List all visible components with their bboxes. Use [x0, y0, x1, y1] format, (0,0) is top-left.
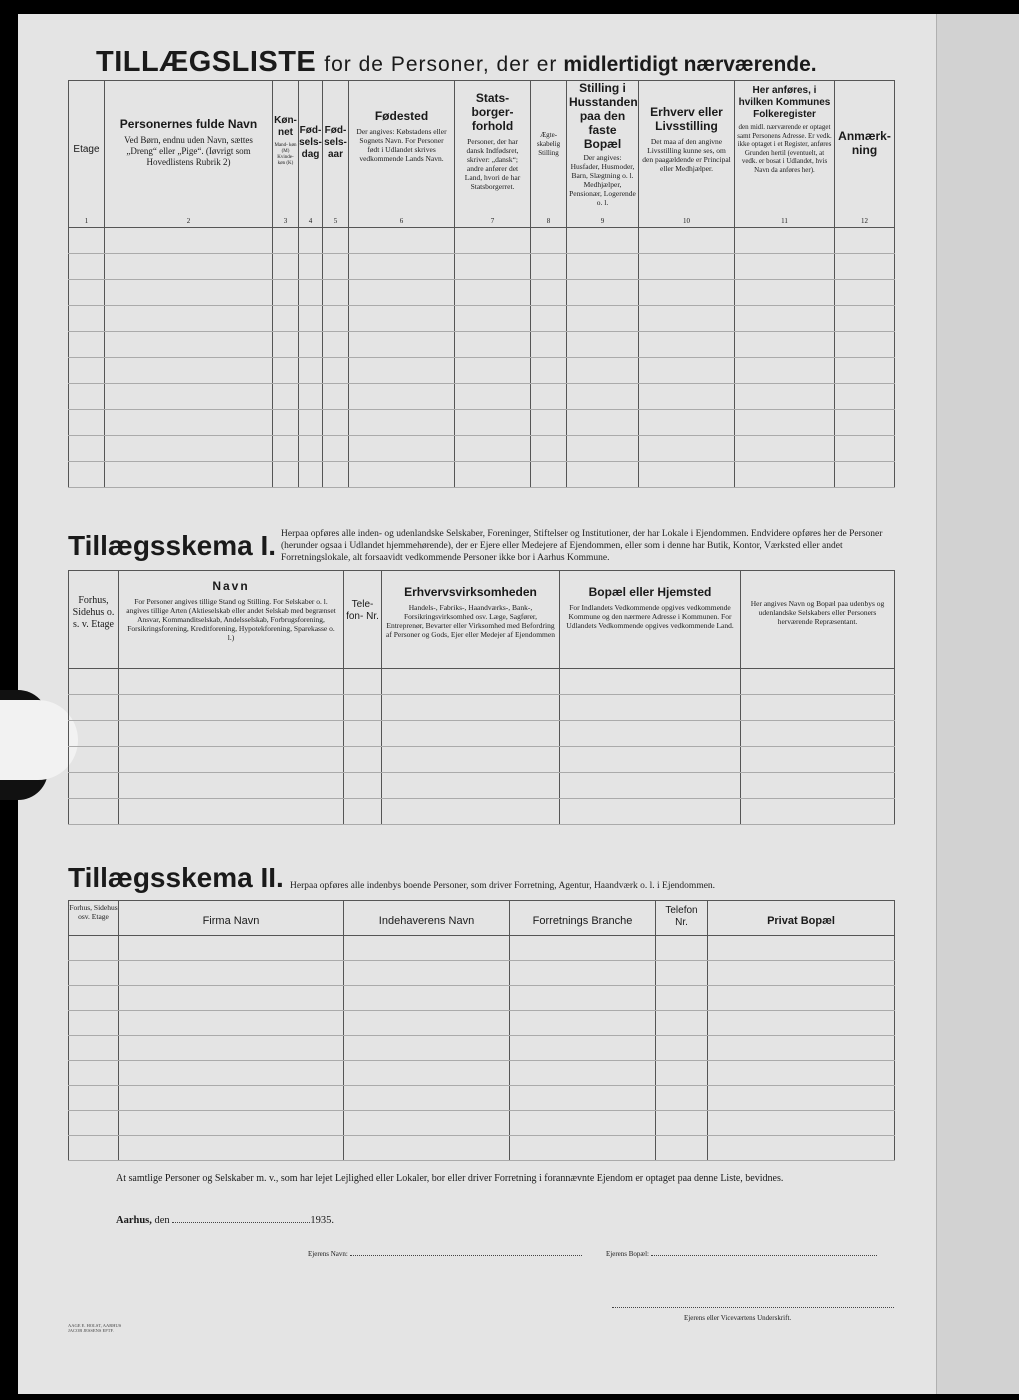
- main-table-header: [69, 81, 895, 228]
- owner-name-line: [308, 1250, 582, 1258]
- s1-col-phone: Tele- fon- Nr.: [344, 571, 382, 669]
- col-etage: Etage 1: [69, 81, 105, 228]
- table-row[interactable]: [69, 986, 895, 1011]
- main-table: [68, 80, 895, 488]
- s2-col-firm: Firma Navn: [119, 901, 344, 936]
- table-row[interactable]: [69, 721, 895, 747]
- owner-address-label: Ejerens Bopæl:: [606, 1250, 649, 1258]
- s1-col-representative: Her angives Navn og Bopæl paa udenbys og udenlandske Selskabers eller Personers herværende Repræsentant.: [741, 571, 895, 669]
- next-page-edge: [936, 14, 1019, 1394]
- col-name: Personernes fulde Navn Ved Børn, endnu uden Navn, sættes „Dreng“ eller „Pige“. (Iøvrigt som Hovedlistens Rubrik 2) 2: [105, 81, 273, 228]
- table-row[interactable]: [69, 747, 895, 773]
- table-row[interactable]: [69, 280, 895, 306]
- table-row[interactable]: [69, 961, 895, 986]
- s2-col-branch: Forretnings Branche: [510, 901, 656, 936]
- title-main: TILLÆGSLISTE: [96, 46, 317, 78]
- col-household: Stilling i Husstanden paa den faste Bopæl Der angives: Husfader, Husmoder, Barn, Slægtning o. l. Medhjælper, Pensionær, Logerende o. l. 9: [567, 81, 639, 228]
- table-row[interactable]: [69, 1086, 895, 1111]
- footer-statement: At samtlige Personer og Selskaber m. v., som har lejet Lejlighed eller Lokaler, bor eller driver Forretning i forannævnte Ejendom er optaget paa denne Liste, bevidnes.: [116, 1173, 784, 1184]
- col-birthplace: Fødested Der angives: Købstadens eller Sognets Navn. For Personer født i Udlandet skrives vedkommende Lands Navn. 6: [349, 81, 455, 228]
- schema2-header: [69, 901, 895, 936]
- table-row[interactable]: [69, 384, 895, 410]
- title-middle: for de Personer, der er: [324, 53, 558, 76]
- page-title: [96, 46, 817, 79]
- schema1-header: [69, 571, 895, 669]
- table-row[interactable]: [69, 669, 895, 695]
- col-remarks: Anmærk- ning 12: [835, 81, 895, 228]
- table-row[interactable]: [69, 773, 895, 799]
- table-row[interactable]: [69, 1061, 895, 1086]
- s1-col-business: Erhvervsvirksomheden Handels-, Fabriks-, Haandværks-, Bank-, Forsikringsvirksomhed osv. Læge, Sagfører, Entreprenør, Bevarter eller Virksomhed med Befordring af Personer og Gods, Ejer eller Medejer af Ejendommen: [382, 571, 560, 669]
- signature-line[interactable]: [612, 1300, 894, 1311]
- signature-field[interactable]: [612, 1307, 894, 1308]
- owner-name-label: Ejerens Navn:: [308, 1250, 348, 1258]
- table-row[interactable]: [69, 1136, 895, 1161]
- table-row[interactable]: [69, 332, 895, 358]
- col-citizenship: Stats- borger- forhold Personer, der har dansk Indfødsret, skriver: „dansk“; andre anfører det Land, hvori de har Statsborgerret. 7: [455, 81, 531, 228]
- s2-col-phone: Telefon Nr.: [656, 901, 708, 936]
- schema2-table: [68, 900, 895, 1161]
- signature-label: Ejerens eller Viceværtens Underskrift.: [684, 1314, 792, 1322]
- s1-col-name: Navn For Personer angives tillige Stand og Stilling. For Selskaber o. l. angives tillige Arten (Aktieselskab eller andet Selskab med begrænset Ansvar, Kommanditselskab, Andelsselskab, Forbrugsforening, Forsikringsforening, Kreditforening, Hypotekforening, Sparekasse o. l.): [119, 571, 344, 669]
- table-row[interactable]: [69, 1036, 895, 1061]
- schema2-description: Herpaa opføres alle indenbys boende Personer, som driver Forretning, Agentur, Haandværk o. l. i Ejendommen.: [290, 881, 716, 891]
- table-row[interactable]: [69, 410, 895, 436]
- table-row[interactable]: [69, 306, 895, 332]
- table-row[interactable]: [69, 1011, 895, 1036]
- owner-name-field[interactable]: [350, 1255, 582, 1256]
- table-row[interactable]: [69, 228, 895, 254]
- col-occupation: Erhverv eller Livsstilling Det maa af den angivne Livsstilling kunne ses, om den paagældende er Principal eller Medhjælper. 10: [639, 81, 735, 228]
- title-end: midlertidigt nærværende.: [563, 53, 817, 76]
- owner-address-field[interactable]: [651, 1255, 877, 1256]
- s2-col-owner: Indehaverens Navn: [344, 901, 510, 936]
- table-row[interactable]: [69, 254, 895, 280]
- year-label: 1935.: [310, 1215, 334, 1226]
- col-gender: Køn- net Mand- køn (M) Kvinde- køn (K) 3: [273, 81, 299, 228]
- col-marital: Ægte- skabelig Stilling 8: [531, 81, 567, 228]
- schema2-title: Tillægsskema II.: [68, 862, 284, 893]
- table-row[interactable]: [69, 462, 895, 488]
- s1-col-address: Bopæl eller Hjemsted For Indlandets Vedkommende opgives vedkommende Kommune og den nærmere Adresse i Kommunen. For Udlandets Vedkommende opgives vedkommende Land.: [560, 571, 741, 669]
- table-row[interactable]: [69, 695, 895, 721]
- s1-col-floor: Forhus, Sidehus o. s. v. Etage: [69, 571, 119, 669]
- table-row[interactable]: [69, 799, 895, 825]
- s2-col-private: Privat Bopæl: [708, 901, 895, 936]
- table-row[interactable]: [69, 936, 895, 961]
- finger-shadow: [0, 700, 78, 780]
- owner-address-line: [606, 1250, 877, 1258]
- schema1-description: Herpaa opføres alle inden- og udenlandske Selskaber, Foreninger, Stiftelser og Institutioner, der har Lokale i Ejendommen. Endvidere opføres her de Personer (herunder ogsaa i Udlandet hjemmehørende), der er Ejere eller Medejere af Ejendommen, eller som i denne har Butik, Kontor, Værksted eller andet Forretningslokale, alt forsaavidt vedkommende Personer ikke bor i Aarhus Kommune.: [281, 529, 883, 563]
- col-birthyear: Fød- sels- aar 5: [323, 81, 349, 228]
- city-label: Aarhus,: [116, 1215, 152, 1226]
- printer-mark: AAGE E. HOLST, AARHUS JACOB JESSENS EFTF.: [68, 1323, 122, 1333]
- date-field[interactable]: [172, 1222, 310, 1223]
- col-register: Her anføres, i hvilken Kommunes Folkeregister den midl. nærværende er optaget samt Personens Adresse. Er vedk. ikke optaget i et Register, anføres Grunden hertil (eventuelt, at vedk. er bosat i Udlandet, hvis Navn da anføres her). 11: [735, 81, 835, 228]
- schema1-title: Tillægsskema I.: [68, 530, 277, 561]
- schema1-table: [68, 570, 895, 825]
- table-row[interactable]: [69, 1111, 895, 1136]
- den-label: den: [154, 1215, 170, 1226]
- date-line: [116, 1215, 334, 1226]
- s2-col-floor: Forhus, Sidehus osv. Etage: [69, 901, 119, 936]
- col-birthday: Fød- sels- dag 4: [299, 81, 323, 228]
- table-row[interactable]: [69, 358, 895, 384]
- table-row[interactable]: [69, 436, 895, 462]
